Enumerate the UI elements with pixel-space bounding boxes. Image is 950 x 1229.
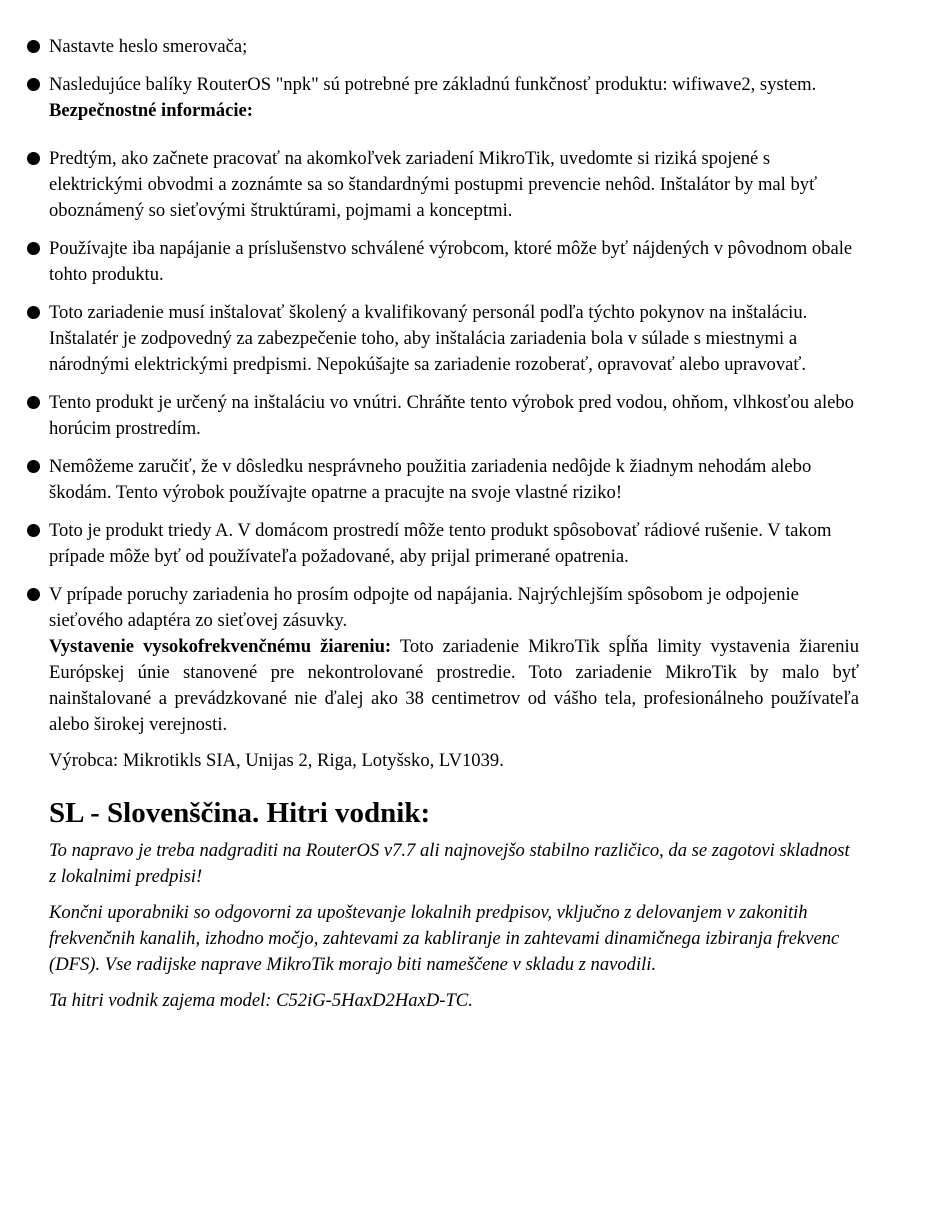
list-item-text: Používajte iba napájanie a príslušenstvo schválené výrobcom, ktoré môže byť nájdených v pôvodnom obale tohto produktu.	[49, 238, 853, 285]
bullet-icon	[27, 152, 40, 165]
list-item	[49, 146, 859, 224]
safety-heading: Bezpečnostné informácie:	[49, 100, 253, 121]
bullet-icon	[27, 460, 40, 473]
list-item	[49, 34, 859, 60]
list-item-text: Nemôžeme zaručiť, že v dôsledku nesprávneho použitia zariadenia nedôjde k žiadnym nehodám alebo škodám. Tento výrobok používajte opatrne a pracujte na svoje vlastné riziko!	[49, 456, 812, 503]
list-item-text: Toto je produkt triedy A. V domácom prostredí môže tento produkt spôsobovať rádiové rušenie. V takom prípade môže byť od používateľa požadované, aby prijal primerané opatrenia.	[49, 520, 832, 567]
sl-paragraph: Končni uporabniki so odgovorni za upoštevanje lokalnih predpisov, vključno z delovanjem v zakonitih frekvenčnih kanalih, izhodno močjo, zahtevami za kabliranje in zahtevami dinamičnega izbiranja frekvenc (DFS). Vse radijske naprave MikroTik morajo biti nameščene v skladu z navodili.	[49, 902, 840, 975]
rf-exposure-text: Toto zariadenie MikroTik spĺňa limity vystavenia žiareniu Európskej únie stanovené pre nekontrolované prostredie. Toto zariadenie MikroTik by malo byť nainštalované a prevádzkované nie ďalej ako 38 centimetrov od vášho tela, profesionálneho používateľa alebo širokej verejnosti.	[49, 636, 859, 735]
list-item-text: Toto zariadenie musí inštalovať školený a kvalifikovaný personál podľa týchto pokynov na inštaláciu. Inštalatér je zodpovedný za zabezpečenie toho, aby inštalácia zariadenia bola v súlade s miestnymi a národnými elektrickými predpismi. Nepokúšajte sa zariadenie rozoberať, opravovať alebo upravovať.	[49, 302, 808, 375]
sl-paragraph: Ta hitri vodnik zajema model: C52iG-5HaxD2HaxD-TC.	[49, 990, 473, 1011]
list-item-text: Nastavte heslo smerovača;	[49, 36, 248, 57]
bullet-icon	[27, 306, 40, 319]
setup-list	[49, 34, 859, 124]
list-item-text: Nasledujúce balíky RouterOS "npk" sú potrebné pre základnú funkčnosť produktu: wifiwave2, system.	[49, 74, 817, 95]
rf-exposure-paragraph	[49, 634, 859, 738]
list-item-text: Tento produkt je určený na inštaláciu vo vnútri. Chráňte tento výrobok pred vodou, ohňom, vlhkosťou alebo horúcim prostredím.	[49, 392, 854, 439]
list-item	[49, 390, 859, 442]
list-item-text: V prípade poruchy zariadenia ho prosím odpojte od napájania. Najrýchlejším spôsobom je odpojenie sieťového adaptéra zo sieťovej zásuvky.	[49, 584, 799, 631]
bullet-icon	[27, 242, 40, 255]
list-item	[49, 300, 859, 378]
list-item	[49, 72, 859, 124]
list-item	[49, 582, 859, 634]
list-item	[49, 454, 859, 506]
sl-paragraph: To napravo je treba nadgraditi na RouterOS v7.7 ali najnovejšo stabilno različico, da se zagotovi skladnost z lokalnimi predpisi!	[49, 840, 850, 887]
bullet-icon	[27, 40, 40, 53]
bullet-icon	[27, 78, 40, 91]
safety-list	[49, 146, 859, 634]
list-item-text: Predtým, ako začnete pracovať na akomkoľvek zariadení MikroTik, uvedomte si riziká spojené s elektrickými obvodmi a zoznámte sa so štandardnými postupmi prevencie nehôd. Inštalátor by mal byť oboznámený so sieťovými štruktúrami, pojmami a konceptmi.	[49, 148, 818, 221]
rf-exposure-label: Vystavenie vysokofrekvenčnému žiareniu:	[49, 636, 392, 657]
bullet-icon	[27, 588, 40, 601]
bullet-icon	[27, 524, 40, 537]
list-item	[49, 236, 859, 288]
spacer	[49, 124, 859, 146]
bullet-icon	[27, 396, 40, 409]
manufacturer-info: Výrobca: Mikrotikls SIA, Unijas 2, Riga, Lotyšsko, LV1039.	[49, 750, 504, 771]
document-content	[49, 34, 859, 1024]
section-title-sl: SL - Slovenščina. Hitri vodnik:	[49, 797, 431, 829]
list-item	[49, 518, 859, 570]
